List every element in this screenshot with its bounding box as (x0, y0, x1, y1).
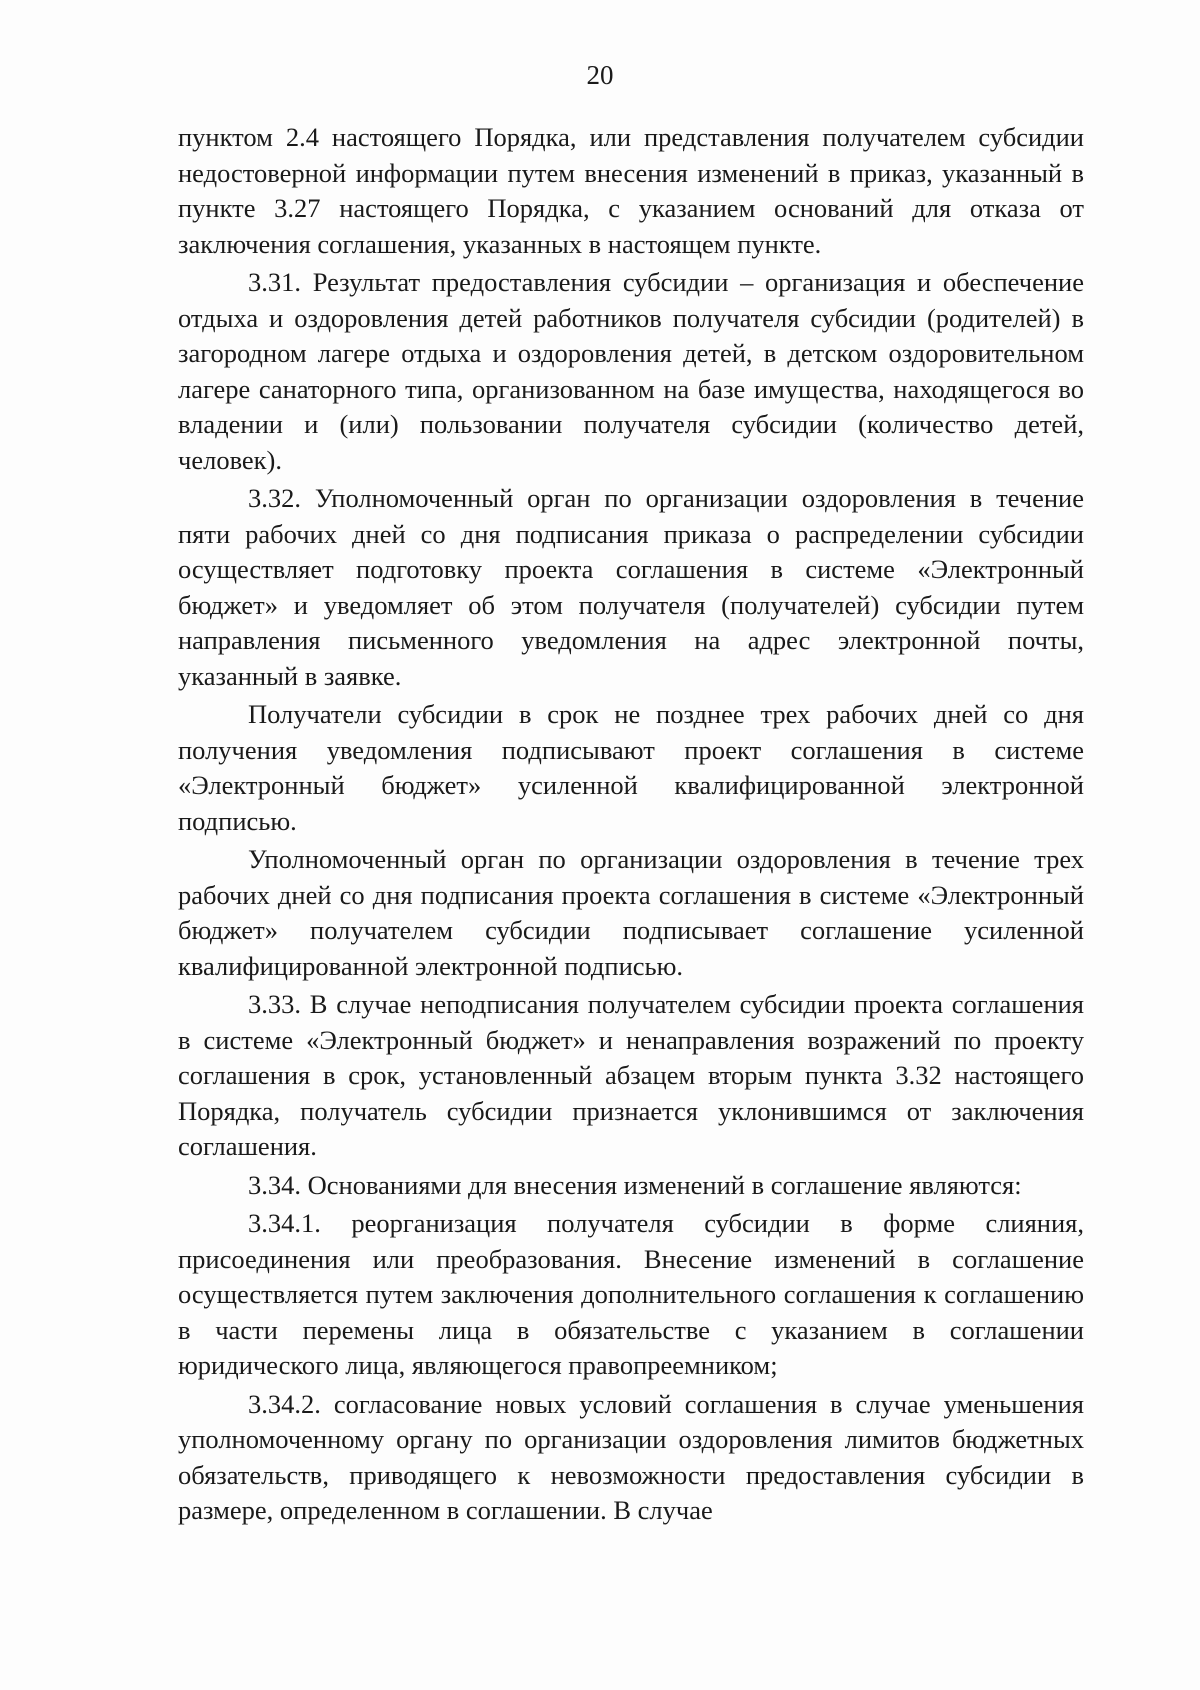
paragraph: пунктом 2.4 настоящего Порядка, или представления получателем субсидии недостоверной информации путем внесения изменений в приказ, указанный в пункте 3.27 настоящего Порядка, с указанием оснований для отказа от заключения соглашения, указанных в настоящем пункте. (178, 122, 1084, 259)
document-body (178, 120, 1084, 1529)
paragraph: Уполномоченный орган по организации оздоровления в течение трех рабочих дней со дня подписания проекта соглашения в системе «Электронный бюджет» получателем субсидии подписывает соглашение усиленной квалифицированной электронной подписью. (178, 844, 1084, 981)
paragraph: 3.32. Уполномоченный орган по организации оздоровления в течение пяти рабочих дней со дня подписания приказа о распределении субсидии осуществляет подготовку проекта соглашения в системе «Электронный бюджет» и уведомляет об этом получателя (получателей) субсидии путем направления письменного уведомления на адрес электронной почты, указанный в заявке. (178, 483, 1084, 691)
paragraph: 3.34.1. реорганизация получателя субсидии в форме слияния, присоединения или преобразования. Внесение изменений в соглашение осуществляется путем заключения дополнительного соглашения к соглашению в части перемены лица в обязательстве с указанием в соглашении юридического лица, являющегося правопреемником; (178, 1208, 1084, 1380)
paragraph: 3.33. В случае неподписания получателем субсидии проекта соглашения в системе «Электронный бюджет» и ненаправления возражений по проекту соглашения в срок, установленный абзацем вторым пункта 3.32 настоящего Порядка, получатель субсидии признается уклонившимся от заключения соглашения. (178, 989, 1084, 1161)
page-number: 20 (586, 60, 614, 90)
paragraph: Получатели субсидии в срок не позднее трех рабочих дней со дня получения уведомления подписывают проект соглашения в системе «Электронный бюджет» усиленной квалифицированной электронной подписью. (178, 699, 1084, 836)
paragraph: 3.34.2. согласование новых условий соглашения в случае уменьшения уполномоченному органу по организации оздоровления лимитов бюджетных обязательств, приводящего к невозможности предоставления субсидии в размере, определенном в соглашении. В случае (178, 1388, 1084, 1525)
paragraph: 3.31. Результат предоставления субсидии – организация и обеспечение отдыха и оздоровления детей работников получателя субсидии (родителей) в загородном лагере отдыха и оздоровления детей, в детском оздоровительном лагере санаторного типа, организованном на базе имущества, находящегося во владении и (или) пользовании получателя субсидии (количество детей, человек). (178, 267, 1084, 475)
paragraph: 3.34. Основаниями для внесения изменений в соглашение являются: (248, 1169, 1022, 1200)
